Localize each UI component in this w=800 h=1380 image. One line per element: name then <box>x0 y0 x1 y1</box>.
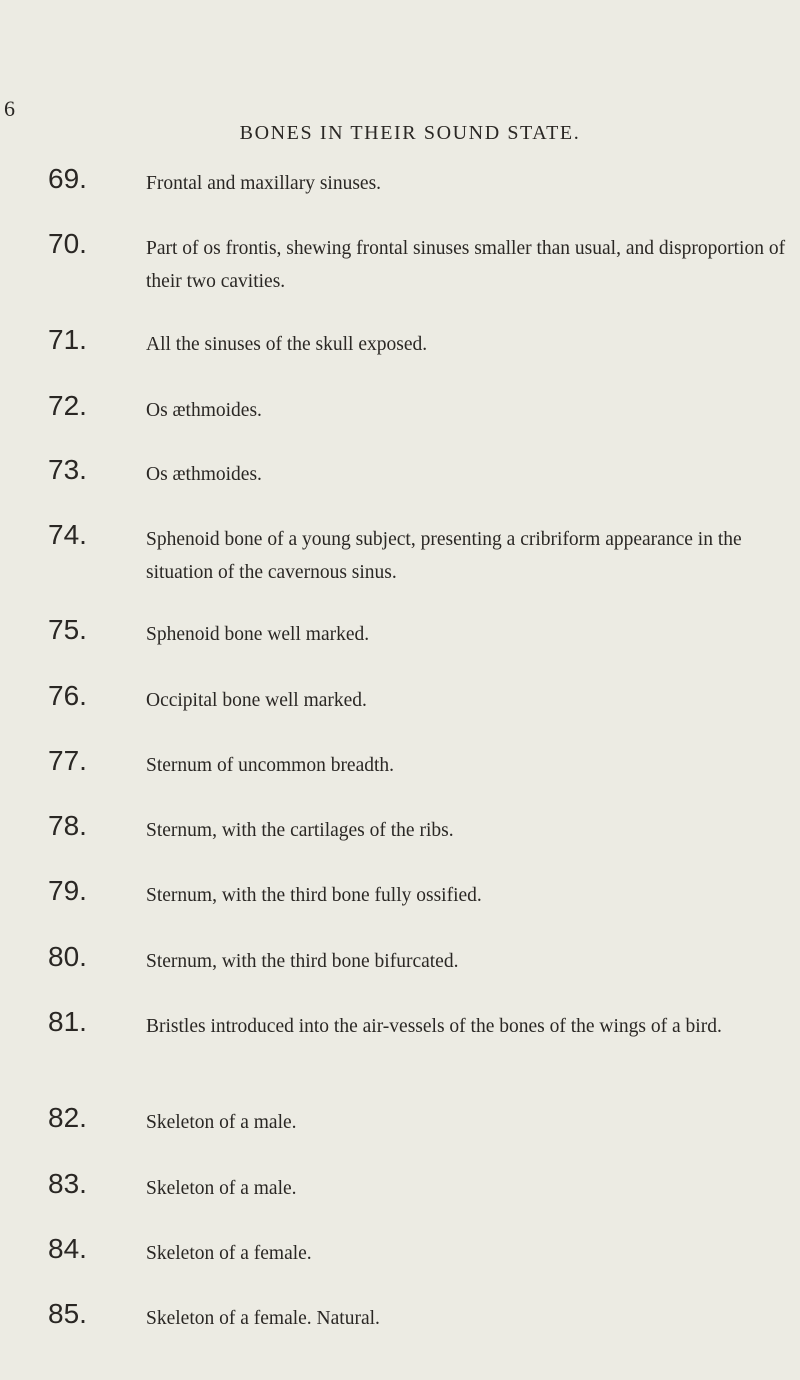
entry-number: 71. <box>48 324 87 355</box>
entry-number: 78. <box>48 810 87 841</box>
entry-number: 75. <box>48 614 87 645</box>
entry-number: 84. <box>48 1233 87 1264</box>
entry-number: 73. <box>48 454 87 485</box>
entry-number: 70. <box>48 228 87 259</box>
entry-text: Skeleton of a male. <box>146 1178 297 1199</box>
entry-number: 72. <box>48 390 87 421</box>
entry-text: Sternum, with the cartilages of the ribs. <box>146 820 454 841</box>
entry-text: Skeleton of a female. <box>146 1243 312 1264</box>
entry-text: Sphenoid bone of a young subject, presenting a cribriform appearance in the situation of the cavernous sinus. <box>146 529 742 583</box>
entry-number: 81. <box>48 1006 87 1037</box>
page-number: 6 <box>4 96 15 121</box>
entry-text: Occipital bone well marked. <box>146 690 367 711</box>
entry-number: 85. <box>48 1298 87 1329</box>
entry-text: Bristles introduced into the air-vessels of the bones of the wings of a bird. <box>146 1016 722 1037</box>
entry-text: Sternum, with the third bone fully ossified. <box>146 885 482 906</box>
entry-text: Part of os frontis, shewing frontal sinuses smaller than usual, and disproportion of their two cavities. <box>146 238 786 292</box>
entry-text: Os æthmoides. <box>146 400 262 421</box>
running-head: BONES IN THEIR SOUND STATE. <box>239 122 581 144</box>
entry-number: 69. <box>48 163 87 194</box>
entry-number: 74. <box>48 519 87 550</box>
entry-number: 79. <box>48 875 87 906</box>
entry-text: Os æthmoides. <box>146 464 262 485</box>
entry-text: Sternum of uncommon breadth. <box>146 755 395 776</box>
entry-number: 82. <box>48 1102 87 1133</box>
entry-text: All the sinuses of the skull exposed. <box>146 334 428 355</box>
entry-text: Skeleton of a female. Natural. <box>146 1308 380 1329</box>
entry-text: Sphenoid bone well marked. <box>146 624 370 645</box>
entry-text: Sternum, with the third bone bifurcated. <box>146 951 459 972</box>
entry-number: 83. <box>48 1168 87 1199</box>
entry-number: 80. <box>48 941 87 972</box>
entry-text: Frontal and maxillary sinuses. <box>146 173 382 194</box>
entry-text: Skeleton of a male. <box>146 1112 297 1133</box>
entry-number: 77. <box>48 745 87 776</box>
entry-number: 76. <box>48 680 87 711</box>
